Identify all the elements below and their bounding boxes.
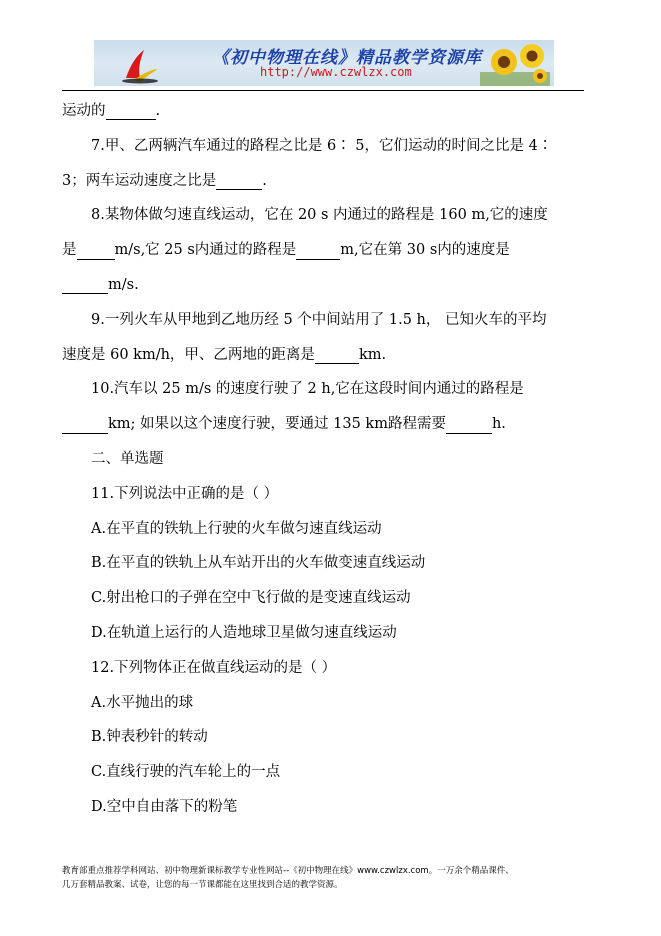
answer-blank	[62, 416, 108, 434]
text-line: 运动的 .	[62, 103, 161, 119]
option-c: C.射出枪口的子弹在空中飞行做的是变速直线运动	[91, 590, 411, 607]
option-a: A.在平直的铁轨上行驶的火车做匀速直线运动	[91, 520, 382, 537]
banner-title: 《初中物理在线》精品教学资源库	[212, 48, 482, 68]
option-b: B.钟表秒针的转动	[91, 729, 208, 746]
option-c: C.直线行驶的汽车轮上的一点	[91, 764, 281, 781]
option-b: B.在平直的铁轨上从车站开出的火车做变速直线运动	[91, 555, 426, 572]
answer-blank	[446, 416, 492, 434]
answer-blank	[216, 172, 262, 190]
footer-line: 教育部重点推荐学科网站、初中物理新课标教学专业性网站--《初中物理在线》www.czwlzx.com。一万余个精品课件、	[62, 866, 514, 876]
option-a: A.水平抛出的球	[91, 694, 194, 711]
answer-blank	[106, 102, 156, 120]
question-10: 10.汽车以 25 m/s 的速度行驶了 2 h,它在这段时间内通过的路程是	[91, 381, 524, 398]
question-9: 9.一列火车从甲地到乙地历经 5 个中间站用了 1.5 h， 已知火车的平均	[91, 311, 547, 328]
option-d: D.空中自由落下的粉笔	[91, 798, 238, 815]
header-divider	[62, 90, 584, 91]
question-11: 11.下列说法中正确的是（ ）	[91, 485, 279, 502]
option-d: D.在轨道上运行的人造地球卫星做匀速直线运动	[91, 624, 397, 641]
question-8: 8.某物体做匀速直线运动，它在 20 s 内通过的路程是 160 m,它的速度	[91, 207, 548, 224]
answer-blank	[62, 276, 108, 294]
question-12: 12.下列物体正在做直线运动的是（ ）	[91, 659, 337, 676]
answer-blank	[315, 346, 359, 364]
logo-icon	[120, 44, 160, 84]
text-line: 3；两车运动速度之比是 .	[62, 172, 267, 189]
question-7: 7.甲、乙两辆汽车通过的路程之比是 6∶ 5，它们运动的时间之比是 4∶	[91, 137, 553, 154]
document-body	[62, 94, 584, 825]
sunflower-icon	[480, 42, 550, 86]
page-footer	[62, 864, 622, 892]
banner-url: http://www.czwlzx.com	[260, 65, 412, 79]
header-banner	[94, 40, 554, 86]
text-line: km; 如果以这个速度行驶，要通过 135 km路程需要 h.	[62, 407, 584, 442]
text-line: m/s.	[62, 268, 584, 303]
footer-line: 几万套精品教案、试卷，让您的每一节课都能在这里找到合适的教学资源。	[62, 880, 343, 890]
section-heading: 二、单选题	[91, 450, 164, 467]
answer-blank	[296, 242, 340, 260]
text-line: 速度是 60 km/h，甲、乙两地的距离是 km.	[62, 346, 387, 363]
text-line: 是 m/s,它 25 s内通过的路程是 m,它在第 30 s内的速度是	[62, 242, 510, 259]
answer-blank	[77, 242, 115, 260]
